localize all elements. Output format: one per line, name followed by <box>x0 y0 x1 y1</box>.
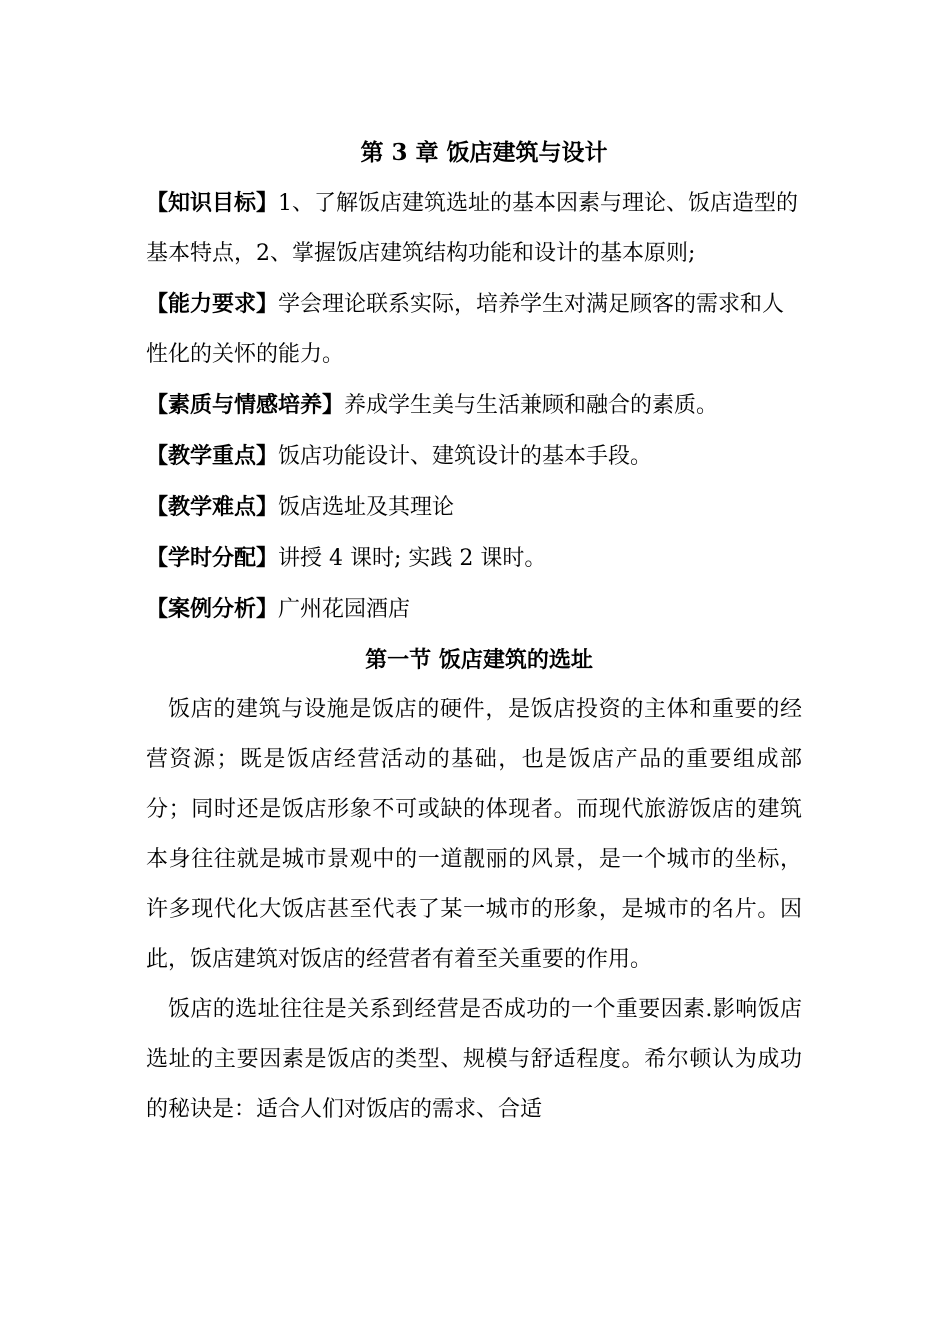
objective-tag: 【案例分析】 <box>146 596 279 622</box>
objective-tag: 【教学重点】 <box>146 443 279 469</box>
objective-text: 讲授 4 课时; 实践 2 课时。 <box>278 546 547 571</box>
objective-difficulties <box>146 482 802 533</box>
objective-text: 养成学生美与生活兼顾和融合的素质。 <box>344 393 719 418</box>
objective-knowledge <box>146 178 802 279</box>
body-paragraph: 饭店的选址往往是关系到经营是否成功的一个重要因素.影响饭店选址的主要因素是饭店的类型、规模与舒适程度。希尔顿认为成功的秘诀是：适合人们对饭店的需求、合适 <box>146 997 802 1122</box>
objective-text: 广州花园酒店 <box>278 597 411 622</box>
objective-case <box>146 584 802 635</box>
objective-tag: 【能力要求】 <box>146 291 279 317</box>
objective-text: 1、了解饭店建筑选址的基本因素与理论、饭店造型的基本特点，2、掌握饭店建筑结构功能和设计的基本原则; <box>146 191 799 266</box>
chapter-title: 第 3 章 饭店建筑与设计 <box>360 139 608 166</box>
objective-text: 饭店选址及其理论 <box>278 495 455 520</box>
objective-text: 饭店功能设计、建筑设计的基本手段。 <box>278 444 653 469</box>
objective-ability <box>146 279 802 380</box>
objective-tag: 【学时分配】 <box>146 545 279 571</box>
objective-key-points <box>146 431 802 482</box>
objective-tag: 【教学难点】 <box>146 494 279 520</box>
objective-tag: 【知识目标】 <box>146 190 279 216</box>
section-title: 第一节 饭店建筑的选址 <box>365 647 593 673</box>
objective-quality <box>146 380 802 431</box>
document-page <box>146 128 802 1135</box>
objective-hours <box>146 533 802 584</box>
body-paragraph: 饭店的建筑与设施是饭店的硬件，是饭店投资的主体和重要的经营资源；既是饭店经营活动的基础，也是饭店产品的重要组成部分；同时还是饭店形象不可或缺的体现者。而现代旅游饭店的建筑本身往往就是城市景观中的一道靓丽的风景，是一个城市的坐标，许多现代化大饭店甚至代表了某一城市的形象，是城市的名片。因此，饭店建筑对饭店的经营者有着至关重要的作用。 <box>146 697 802 972</box>
objective-text: 学会理论联系实际，培养学生对满足顾客的需求和人性化的关怀的能力。 <box>146 292 785 367</box>
objective-tag: 【素质与情感培养】 <box>146 392 345 418</box>
